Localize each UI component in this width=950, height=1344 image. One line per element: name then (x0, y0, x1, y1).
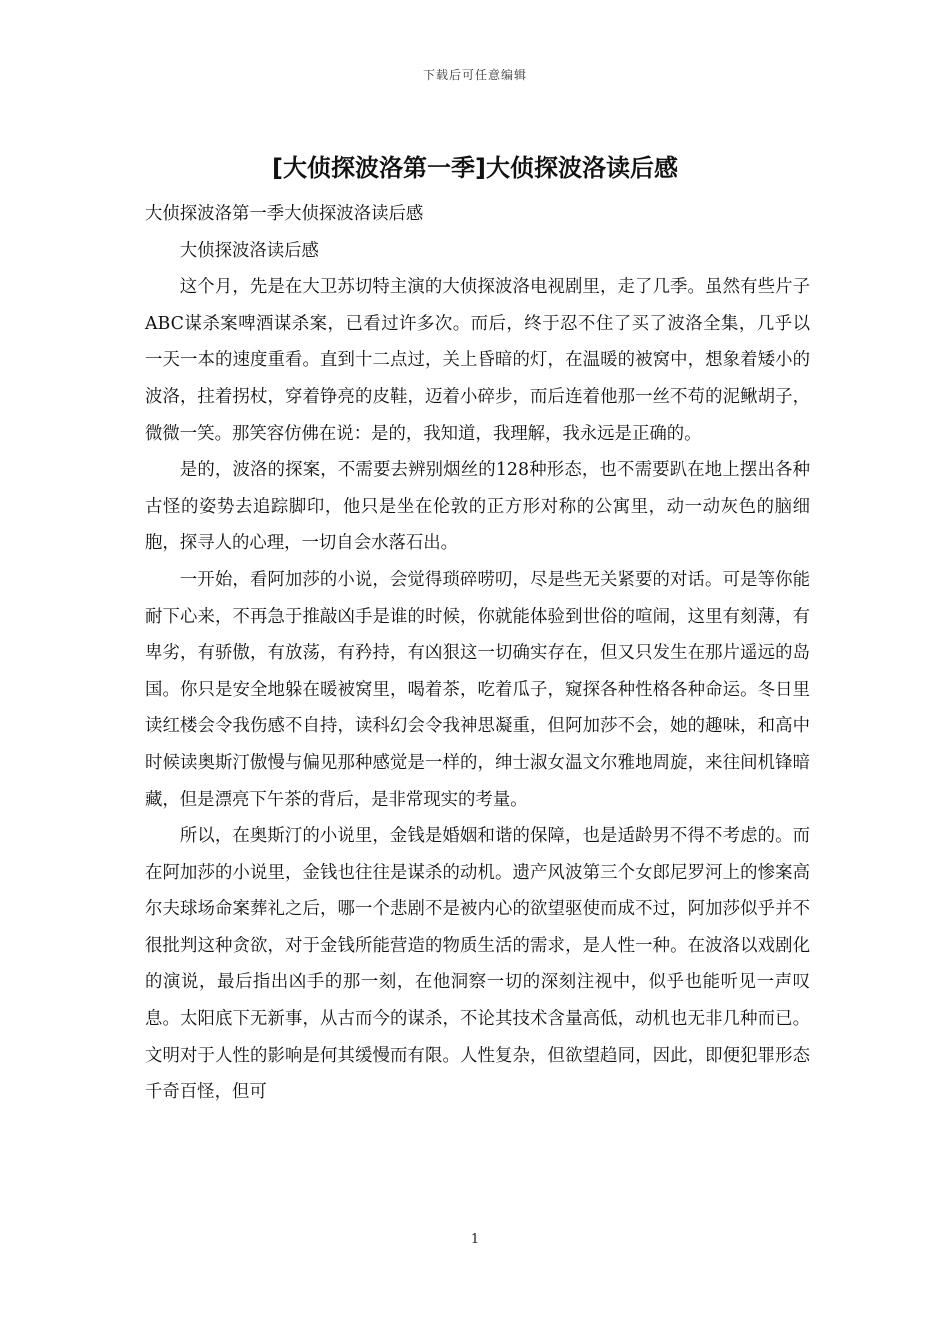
paragraph: 这个月，先是在大卫苏切特主演的大侦探波洛电视剧里，走了几季。虽然有些片子ABC谋杀案啤酒谋杀案，已看过许多次。而后，终于忍不住了买了波洛全集，几乎以一天一本的速度重看。直到十二点过，关上昏暗的灯，在温暖的被窝中，想象着矮小的波洛，拄着拐杖，穿着铮亮的皮鞋，迈着小碎步，而后连着他那一丝不苟的泥鳅胡子，微微一笑。那笑容仿佛在说：是的，我知道，我理解，我永远是正确的。 (145, 277, 810, 444)
paragraph: 所以，在奥斯汀的小说里，金钱是婚姻和谐的保障，也是适龄男不得不考虑的。而在阿加莎的小说里，金钱也往往是谋杀的动机。遗产风波第三个女郎尼罗河上的惨案高尔夫球场命案葬礼之后，哪一个悲剧不是被内心的欲望驱使而成不过，阿加莎似乎并不很批判这种贪欲，对于金钱所能营造的物质生活的需求，是人性一种。在波洛以戏剧化的演说，最后指出凶手的那一刻，在他洞察一切的深刻注视中，似乎也能听见一声叹息。太阳底下无新事，从古而今的谋杀，不论其技术含量高低，动机也无非几种而已。文明对于人性的影响是何其缓慢而有限。人性复杂，但欲望趋同，因此，即便犯罪形态千奇百怪，但可 (145, 826, 810, 1103)
paragraph: 是的，波洛的探案，不需要去辨别烟丝的128种形态，也不需要趴在地上摆出各种古怪的姿势去追踪脚印，他只是坐在伦敦的正方形对称的公寓里，动一动灰色的脑细胞，探寻人的心理，一切自会水落石出。 (145, 460, 810, 554)
document-title: [大侦探波洛第一季]大侦探波洛读后感 (272, 154, 678, 182)
header-note: 下载后可任意编辑 (422, 68, 527, 82)
paragraph-heading: 大侦探波洛读后感 (179, 240, 319, 261)
page-number: 1 (470, 1232, 480, 1247)
paragraph-subtitle: 大侦探波洛第一季大侦探波洛读后感 (145, 204, 424, 224)
paragraph: 一开始，看阿加莎的小说，会觉得琐碎唠叨，尽是些无关紧要的对话。可是等你能耐下心来，不再急于推敲凶手是谁的时候，你就能体验到世俗的喧闹，这里有刻薄，有卑劣，有骄傲，有放荡，有矜持，有凶狠这一切确实存在，但又只发生在那片遥远的岛国。你只是安全地躲在暖被窝里，喝着茶，吃着瓜子，窥探各种性格各种命运。冬日里读红楼会令我伤感不自持，读科幻会令我神思凝重，但阿加莎不会，她的趣味，和高中时候读奥斯汀傲慢与偏见那种感觉是一样的，绅士淑女温文尔雅地周旋，来往间机锋暗藏，但是漂亮下午茶的背后，是非常现实的考量。 (145, 569, 810, 810)
document-body (145, 196, 810, 1111)
